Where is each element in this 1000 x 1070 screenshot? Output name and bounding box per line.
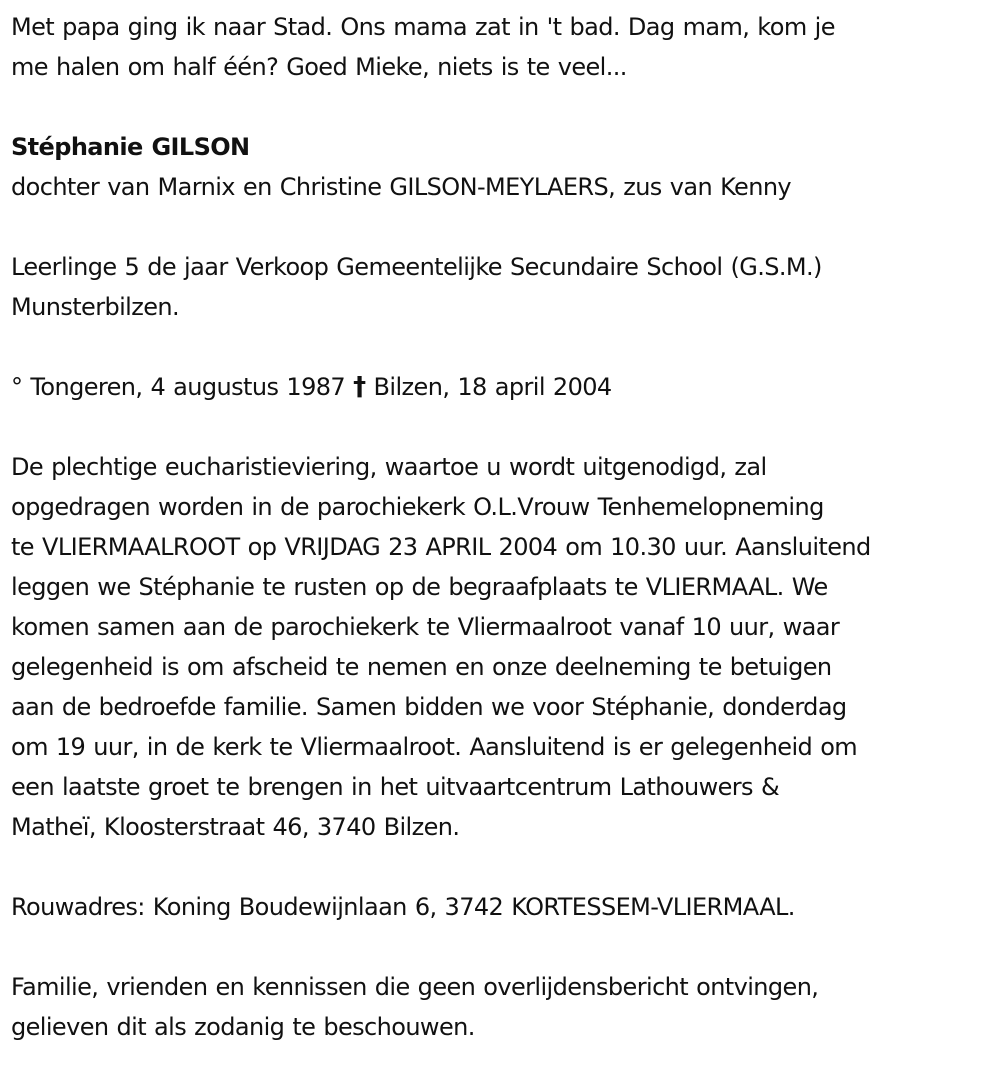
spacer	[11, 207, 993, 247]
ceremony-details: De plechtige eucharistieviering, waartoe u wordt uitgenodigd, zal opgedragen worden in de parochiekerk O.L.Vrouw Tenhemelopneming te VLIERMAALROOT op VRIJDAG 23 APRIL 2004 om 10.30 uur. Aansluitend leggen we Stéphanie te rusten op de begraafplaats te VLIERMAAL. We komen samen aan de parochiekerk te Vliermaalroot vanaf 10 uur, waar gelegenheid is om afscheid te nemen en onze deelneming te betuigen aan de bedroefde familie. Samen bidden we voor Stéphanie, donderdag om 19 uur, in de kerk te Vliermaalroot. Aansluitend is er gelegenheid om een laatste groet te brengen in het uitvaartcentrum Lathouwers & Matheï, Kloosterstraat 46, 3740 Bilzen.	[11, 453, 871, 841]
school-info: Leerlinge 5 de jaar Verkoop Gemeentelijke Secundaire School (G.S.M.) Munsterbilzen.	[11, 253, 822, 321]
spacer	[11, 407, 993, 447]
cross-icon: †	[353, 372, 366, 402]
spacer	[11, 927, 993, 967]
spacer	[11, 87, 993, 127]
closing-note: Familie, vrienden en kennissen die geen overlijdensbericht ontvingen, gelieven dit als zodanig te beschouwen.	[11, 973, 819, 1041]
spacer	[11, 847, 993, 887]
obituary-notice	[11, 7, 993, 1047]
deceased-name: Stéphanie GILSON	[11, 133, 250, 161]
birth-date: ° Tongeren, 4 augustus 1987	[11, 373, 346, 401]
spacer	[11, 327, 993, 367]
family-relations: dochter van Marnix en Christine GILSON-MEYLAERS, zus van Kenny	[11, 173, 792, 201]
poem-text: Met papa ging ik naar Stad. Ons mama zat in 't bad. Dag mam, kom je me halen om half één? Goed Mieke, niets is te veel...	[11, 13, 835, 81]
life-dates	[11, 367, 993, 407]
death-date: Bilzen, 18 april 2004	[373, 373, 612, 401]
mourning-address: Rouwadres: Koning Boudewijnlaan 6, 3742 KORTESSEM-VLIERMAAL.	[11, 893, 795, 921]
